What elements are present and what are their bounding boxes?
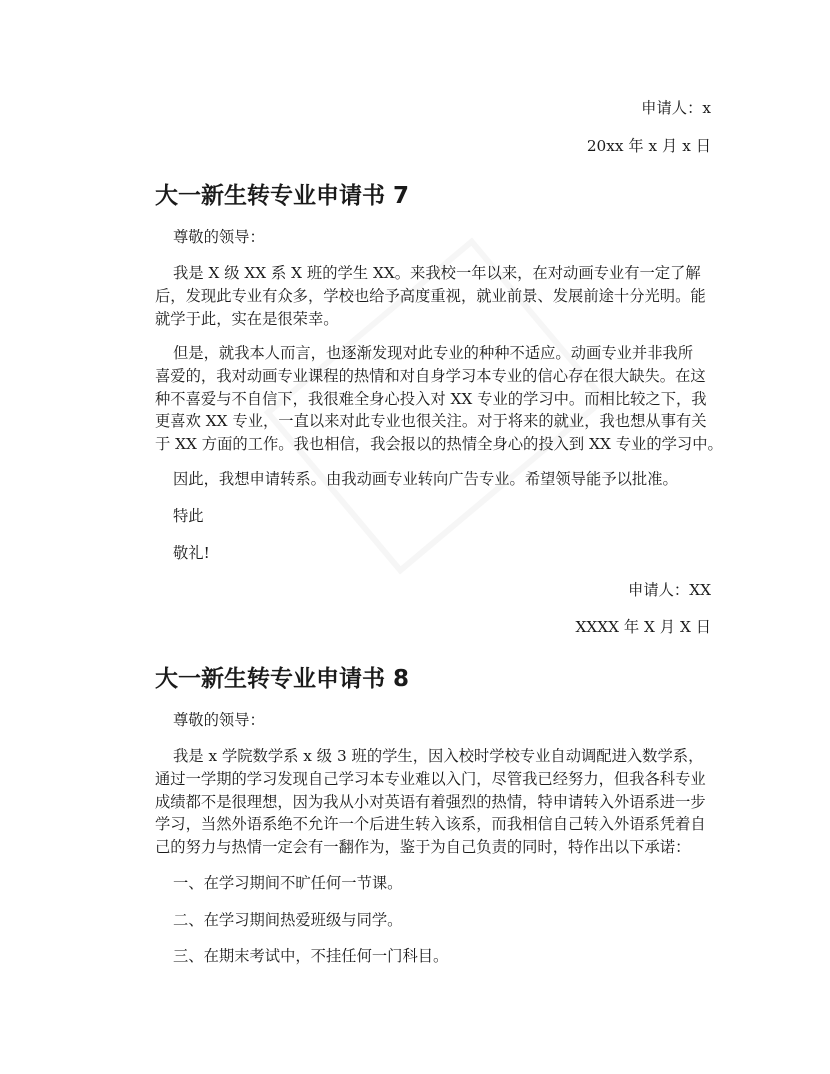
text-line: 己的努力与热情一定会有一翻作为，鉴于为自己负责的同时，特作出以下承诺：: [155, 838, 691, 856]
text-line: 但是，就我本人而言，也逐渐发现对此专业的种种不适应。动画专业并非我所: [173, 344, 694, 362]
text-line: 我是 x 学院数学系 x 级 3 班的学生，因入校时学校专业自动调配进入数学系，: [173, 747, 704, 765]
text-line: 成绩都不是很理想，因为我从小对英语有着强烈的热情，特申请转入外语系进一步: [155, 793, 706, 811]
text-line: 后，发现此专业有众多，学校也给予高度重视，就业前景、发展前途十分光明。能: [155, 287, 706, 305]
letter8-item-1: 一、在学习期间不旷任何一节课。: [173, 874, 403, 892]
text-line: 于 XX 方面的工作。我也相信，我会报以的热情全身心的投入到 XX 专业的学习中。: [155, 435, 723, 453]
letter8-item-3: 三、在期末考试中，不挂任何一门科目。: [173, 947, 449, 965]
letter7-salutation: 尊敬的领导：: [173, 228, 265, 246]
letter8-title: 大一新生转专业申请书 8: [155, 666, 410, 692]
letter7-closing-1: 特此: [173, 507, 204, 525]
text-line: 种不喜爱与不自信下，我很难全身心投入对 XX 专业的学习中。而相比较之下，我: [155, 390, 707, 408]
letter7-applicant: 申请人：XX: [628, 581, 711, 599]
letter7-date: XXXX 年 X 月 X 日: [575, 618, 711, 636]
letter8-salutation: 尊敬的领导：: [173, 711, 265, 729]
text-line: 通过一学期的学习发现自己学习本专业难以入门，尽管我已经努力，但我各科专业: [155, 770, 706, 788]
top-date: 20xx 年 x 月 x 日: [586, 137, 711, 155]
text-line: 我是 X 级 XX 系 X 班的学生 XX。来我校一年以来，在对动画专业有一定了解: [173, 264, 701, 282]
text-line: 更喜欢 XX 专业，一直以来对此专业也很关注。对于将来的就业，我也想从事有关: [155, 412, 707, 430]
text-line: 就学于此，实在是很荣幸。: [155, 310, 339, 328]
letter8-item-2: 二、在学习期间热爱班级与同学。: [173, 911, 403, 929]
top-applicant: 申请人：x: [641, 99, 711, 117]
text-line: 学习，当然外语系绝不允许一个后进生转入该系，而我相信自己转入外语系凭着自: [155, 815, 706, 833]
text-line: 喜爱的，我对动画专业课程的热情和对自身学习本专业的信心存在很大缺失。在这: [155, 367, 706, 385]
letter7-title: 大一新生转专业申请书 7: [155, 183, 410, 209]
letter7-paragraph-3: 因此，我想申请转系。由我动画专业转向广告专业。希望领导能予以批准。: [173, 470, 678, 488]
letter7-closing-2: 敬礼!: [173, 544, 210, 562]
